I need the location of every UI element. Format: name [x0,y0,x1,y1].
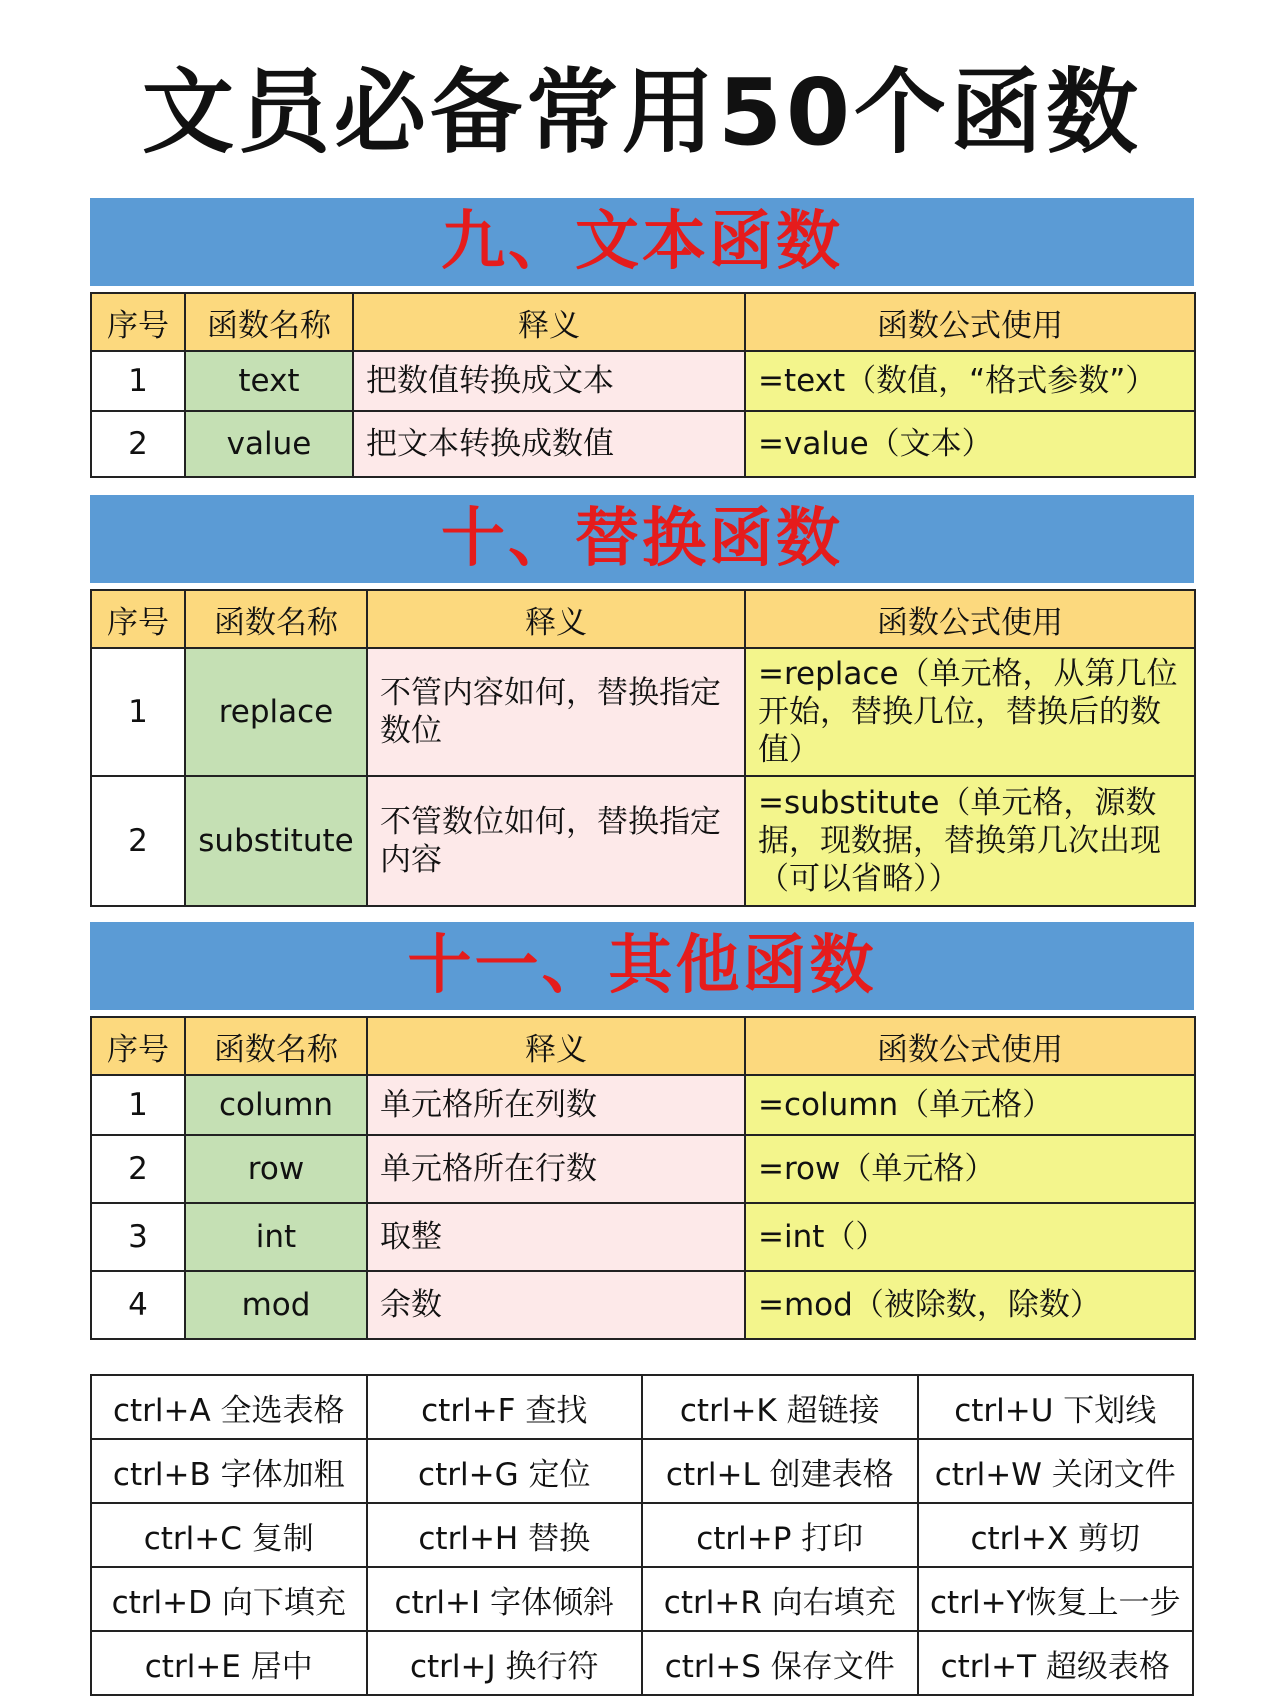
column-header: 释义 [353,293,745,351]
shortcut-cell: ctrl+L 创建表格 [642,1439,918,1503]
function-formula: =replace（单元格，从第几位开始，替换几位，替换后的数值） [745,648,1195,776]
shortcut-cell: ctrl+C 复制 [91,1503,367,1567]
function-description: 不管数位如何，替换指定内容 [367,776,745,906]
section-other-functions [90,922,1194,1340]
column-header: 函数公式使用 [745,1017,1195,1075]
shortcut-cell: ctrl+A 全选表格 [91,1375,367,1439]
column-header: 序号 [91,1017,185,1075]
table-row [91,411,1195,477]
function-name: substitute [185,776,367,906]
page-title: 文员必备常用50个函数 [141,59,1143,166]
function-description: 单元格所在行数 [367,1135,745,1203]
shortcut-row [91,1503,1193,1567]
row-number: 2 [91,1135,185,1203]
shortcut-cell: ctrl+D 向下填充 [91,1567,367,1631]
function-name: column [185,1075,367,1135]
row-number: 2 [91,776,185,906]
table-header-row [91,590,1195,648]
shortcut-table [90,1374,1194,1696]
column-header: 序号 [91,293,185,351]
function-formula: =value（文本） [745,411,1195,477]
function-name: row [185,1135,367,1203]
function-formula: =row（单元格） [745,1135,1195,1203]
table-row [91,648,1195,776]
section-heading: 九、文本函数 [90,198,1194,286]
shortcut-cell: ctrl+B 字体加粗 [91,1439,367,1503]
function-description: 余数 [367,1271,745,1339]
column-header: 序号 [91,590,185,648]
function-formula: =int（） [745,1203,1195,1271]
shortcut-cell: ctrl+X 剪切 [918,1503,1194,1567]
function-formula: =column（单元格） [745,1075,1195,1135]
function-name: int [185,1203,367,1271]
row-number: 1 [91,1075,185,1135]
section-heading: 十、替换函数 [90,495,1194,583]
row-number: 1 [91,648,185,776]
shortcut-cell: ctrl+I 字体倾斜 [367,1567,643,1631]
section-heading: 十一、其他函数 [90,922,1194,1010]
column-header: 函数名称 [185,293,353,351]
function-name: mod [185,1271,367,1339]
function-name: value [185,411,353,477]
column-header: 函数名称 [185,590,367,648]
row-number: 4 [91,1271,185,1339]
function-formula: =text（数值，“格式参数”） [745,351,1195,411]
table-row [91,351,1195,411]
function-description: 把数值转换成文本 [353,351,745,411]
column-header: 函数名称 [185,1017,367,1075]
column-header: 释义 [367,590,745,648]
section-text-functions [90,198,1194,478]
function-formula: =mod（被除数，除数） [745,1271,1195,1339]
shortcut-cell: ctrl+F 查找 [367,1375,643,1439]
shortcut-cell: ctrl+T 超级表格 [918,1631,1194,1695]
shortcut-cell: ctrl+G 定位 [367,1439,643,1503]
function-name: text [185,351,353,411]
shortcut-cell: ctrl+W 关闭文件 [918,1439,1194,1503]
table-header-row [91,1017,1195,1075]
shortcut-row [91,1631,1193,1695]
function-description: 取整 [367,1203,745,1271]
shortcut-cell: ctrl+P 打印 [642,1503,918,1567]
table-header-row [91,293,1195,351]
table-row [91,776,1195,906]
row-number: 2 [91,411,185,477]
table-row [91,1075,1195,1135]
function-description: 不管内容如何，替换指定数位 [367,648,745,776]
shortcut-cell: ctrl+Y恢复上一步 [918,1567,1194,1631]
function-table [90,292,1196,478]
function-name: replace [185,648,367,776]
column-header: 释义 [367,1017,745,1075]
shortcut-row [91,1375,1193,1439]
function-formula: =substitute（单元格，源数据，现数据，替换第几次出现（可以省略）） [745,776,1195,906]
shortcut-cell: ctrl+J 换行符 [367,1631,643,1695]
section-replace-functions [90,495,1194,907]
row-number: 3 [91,1203,185,1271]
row-number: 1 [91,351,185,411]
shortcut-row [91,1567,1193,1631]
shortcut-cell: ctrl+R 向右填充 [642,1567,918,1631]
function-table [90,589,1196,907]
table-row [91,1271,1195,1339]
function-description: 把文本转换成数值 [353,411,745,477]
shortcut-row [91,1439,1193,1503]
function-table [90,1016,1196,1340]
shortcut-cell: ctrl+U 下划线 [918,1375,1194,1439]
function-description: 单元格所在列数 [367,1075,745,1135]
shortcut-cell: ctrl+E 居中 [91,1631,367,1695]
shortcut-cell: ctrl+K 超链接 [642,1375,918,1439]
column-header: 函数公式使用 [745,590,1195,648]
table-row [91,1135,1195,1203]
shortcut-cell: ctrl+S 保存文件 [642,1631,918,1695]
table-row [91,1203,1195,1271]
shortcut-cell: ctrl+H 替换 [367,1503,643,1567]
column-header: 函数公式使用 [745,293,1195,351]
